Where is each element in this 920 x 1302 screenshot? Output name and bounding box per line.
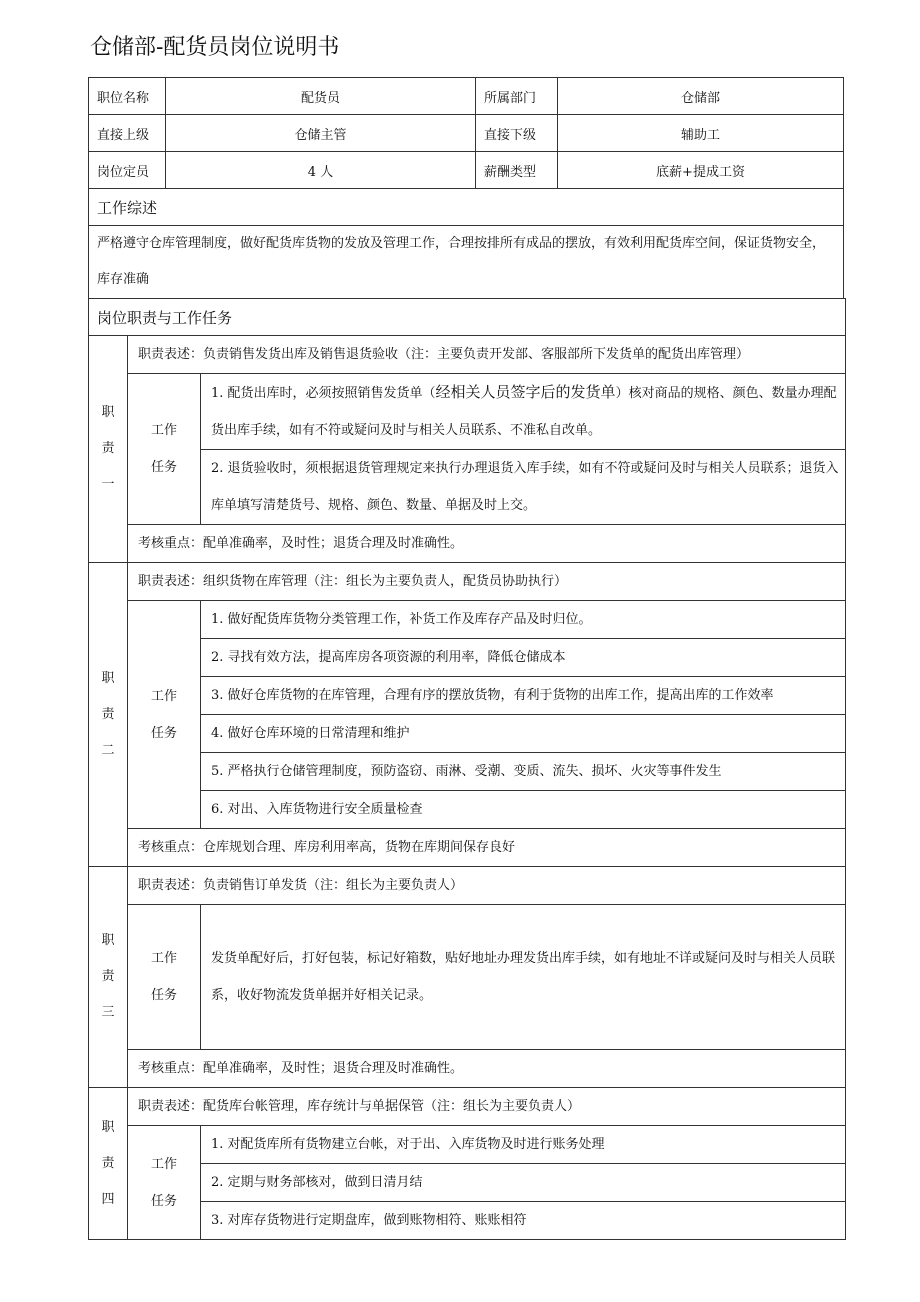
value-pay: 底薪+提成工资: [558, 152, 844, 189]
duty-1-label: 职 责 一: [89, 336, 128, 563]
duty-3-task-label: 工作 任务: [128, 905, 201, 1050]
summary-heading: 工作综述: [89, 189, 844, 226]
label-superior: 直接上级: [89, 115, 166, 152]
job-info-table: [88, 77, 844, 299]
duty-1-task-1: 1. 配货出库时，必须按照销售发货单（经相关人员签字后的发货单）核对商品的规格、颜色、数量办理配货出库手续，如有不符或疑问及时与相关人员联系、不准私自改单。: [201, 374, 846, 450]
duty-1-kpi: 考核重点：配单准确率，及时性；退货合理及时准确性。: [128, 525, 846, 563]
value-dept: 仓储部: [558, 78, 844, 115]
duty-3-kpi: 考核重点：配单准确率，及时性；退货合理及时准确性。: [128, 1050, 846, 1088]
duties-heading: 岗位职责与工作任务: [89, 299, 846, 336]
duty-2-task: 5. 严格执行仓储管理制度，预防盗窃、雨淋、受潮、变质、流失、损坏、火灾等事件发生: [201, 753, 846, 791]
duty-1-task-label: 工作 任务: [128, 374, 201, 525]
label-position: 职位名称: [89, 78, 166, 115]
duties-table: [88, 298, 846, 1240]
label-headcount: 岗位定员: [89, 152, 166, 189]
duty-4-label: 职 责 四: [89, 1088, 128, 1240]
duty-2-task: 4. 做好仓库环境的日常清理和维护: [201, 715, 846, 753]
duty-2-task: 3. 做好仓库货物的在库管理，合理有序的摆放货物，有利于货物的出库工作，提高出库的工作效率: [201, 677, 846, 715]
duty-2-desc: 职责表述：组织货物在库管理（注：组长为主要负责人，配货员协助执行）: [128, 563, 846, 601]
duty-2-kpi: 考核重点：仓库规划合理、库房利用率高，货物在库期间保存良好: [128, 829, 846, 867]
label-subordinate: 直接下级: [476, 115, 558, 152]
value-subordinate: 辅助工: [558, 115, 844, 152]
summary-text: 严格遵守仓库管理制度，做好配货库货物的发放及管理工作，合理按排所有成品的摆放，有效利用配货库空间，保证货物安全，库存准确: [89, 226, 844, 299]
duty-4-task: 2. 定期与财务部核对，做到日清月结: [201, 1164, 846, 1202]
value-superior: 仓储主管: [166, 115, 476, 152]
duty-1-task-2: 2. 退货验收时，须根据退货管理规定来执行办理退货入库手续，如有不符或疑问及时与相关人员联系；退货入库单填写清楚货号、规格、颜色、数量、单据及时上交。: [201, 450, 846, 525]
duty-4-task: 3. 对库存货物进行定期盘库，做到账物相符、账账相符: [201, 1202, 846, 1240]
duty-1-desc: 职责表述：负责销售发货出库及销售退货验收（注：主要负责开发部、客服部所下发货单的配货出库管理）: [128, 336, 846, 374]
duty-4-task-label: 工作 任务: [128, 1126, 201, 1240]
duty-2-task-label: 工作 任务: [128, 601, 201, 829]
duty-2-task: 2. 寻找有效方法，提高库房各项资源的利用率，降低仓储成本: [201, 639, 846, 677]
duty-3-label: 职 责 三: [89, 867, 128, 1088]
duty-2-task: 1. 做好配货库货物分类管理工作，补货工作及库存产品及时归位。: [201, 601, 846, 639]
duty-3-desc: 职责表述：负责销售订单发货（注：组长为主要负责人）: [128, 867, 846, 905]
label-dept: 所属部门: [476, 78, 558, 115]
value-position: 配货员: [166, 78, 476, 115]
value-headcount: 4 人: [166, 152, 476, 189]
page-title: 仓储部-配货员岗位说明书: [90, 35, 340, 60]
duty-2-task: 6. 对出、入库货物进行安全质量检查: [201, 791, 846, 829]
duty-3-task: 发货单配好后，打好包装，标记好箱数，贴好地址办理发货出库手续，如有地址不详或疑问及时与相关人员联系，收好物流发货单据并好相关记录。: [201, 905, 846, 1050]
label-pay: 薪酬类型: [476, 152, 558, 189]
duty-4-task: 1. 对配货库所有货物建立台帐，对于出、入库货物及时进行账务处理: [201, 1126, 846, 1164]
duty-2-label: 职 责 二: [89, 563, 128, 867]
duty-4-desc: 职责表述：配货库台帐管理，库存统计与单据保管（注：组长为主要负责人）: [128, 1088, 846, 1126]
